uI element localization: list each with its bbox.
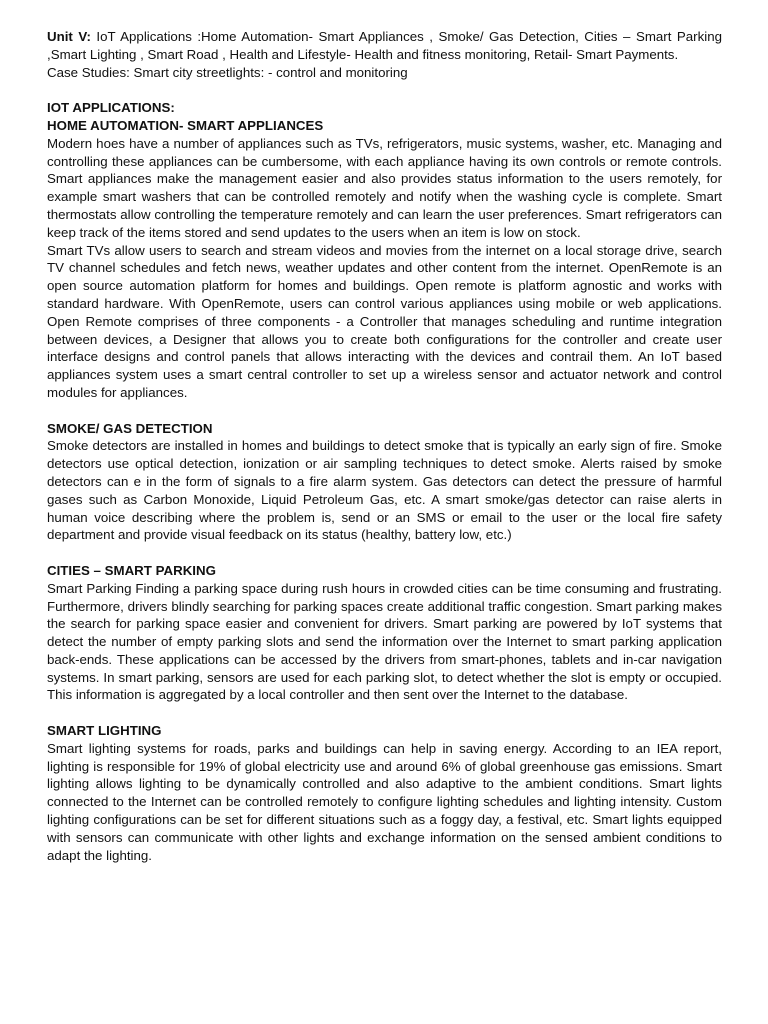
paragraph-smoke-gas: Smoke detectors are installed in homes and buildings to detect smoke that is typically an early sign of fire. Smoke detectors use optical detection, ionization or air sampling techniques to detect smoke. Alerts raised by smoke detectors can e in the form of signals to a fire alarm system. Gas detectors can detect the pressure of harmful gases such as Carbon Monoxide, Liquid Petroleum Gas, etc. A smart smoke/gas detector can raise alerts in human voice describing where the problem is, send or an SMS or email to the user or the local fire safety department and provide visual feedback on its status (healthy, battery low, etc.) <box>47 438 722 543</box>
document-page <box>47 28 722 864</box>
spacer <box>47 704 722 722</box>
case-studies: Case Studies: Smart city streetlights: - control and monitoring <box>47 64 408 80</box>
unit-summary <box>47 28 722 64</box>
unit-topics: IoT Applications :Home Automation- Smart Appliances , Smoke/ Gas Detection, Cities – Smart Parking ,Smart Lighting , Smart Road , Health and Lifestyle- Health and fitness monitoring, Retail- Smart Payments. <box>47 29 722 62</box>
section-heading-smart-lighting: SMART LIGHTING <box>47 723 162 739</box>
paragraph-smart-lighting: Smart lighting systems for roads, parks and buildings can help in saving energy. According to an IEA report, lighting is responsible for 19% of global electricity use and around 6% of global greenhouse gas emissions. Smart lighting allows lighting to be dynamically controlled and also adaptive to the ambient conditions. Smart lights connected to the Internet can be controlled remotely to configure lighting schedules and lighting intensity. Custom lighting configurations can be set for different situations such as a foggy day, a festival, etc. Smart lights equipped with sensors can communicate with other lights and exchange information on the sensed ambient conditions to adapt the lighting. <box>47 740 722 863</box>
spacer <box>47 81 722 99</box>
paragraph-home-automation-1: Modern hoes have a number of appliances such as TVs, refrigerators, music systems, washer, etc. Managing and controlling these appliances can be cumbersome, with each appliance having its own controls or remote controls. Smart appliances make the management easier and also provides status information to the users remotely, for example smart washers that can be controlled remotely and notify when the washing cycle is complete. Smart thermostats allow controlling the temperature remotely and can learn the user preferences. Smart refrigerators can keep track of the items stored and send updates to the users when an item is low on stock. <box>47 135 722 240</box>
spacer <box>47 544 722 562</box>
section-heading-smart-parking: CITIES – SMART PARKING <box>47 562 216 578</box>
section-title: IOT APPLICATIONS: <box>47 100 175 116</box>
section-heading-home-automation: HOME AUTOMATION- SMART APPLIANCES <box>47 117 324 133</box>
spacer <box>47 402 722 420</box>
section-heading-smoke-gas: SMOKE/ GAS DETECTION <box>47 420 213 436</box>
paragraph-home-automation-2: Smart TVs allow users to search and stream videos and movies from the internet on a local storage drive, search TV channel schedules and fetch news, weather updates and other content from the internet. OpenRemote is an open source automation platform for homes and buildings. Open remote is platform agnostic and works with standard hardware. With OpenRemote, users can control various appliances using mobile or web applications. Open Remote comprises of three components - a Controller that manages scheduling and runtime integration between devices, a Designer that allows you to create both configurations for the controller and create user interface designs and control panels that allows interacting with the devices and contrail them. An IoT based appliances system uses a smart central controller to set up a wireless sensor and actuator network and control modules for appliances. <box>47 242 722 400</box>
paragraph-smart-parking: Smart Parking Finding a parking space during rush hours in crowded cities can be time consuming and frustrating. Furthermore, drivers blindly searching for parking spaces create additional traffic congestion. Smart parking makes the search for parking space easier and convenient for drivers. Smart parking are powered by IoT systems that detect the number of empty parking slots and send the information over the Internet to smart parking application back-ends. These applications can be accessed by the drivers from smart-phones, tablets and in-car navigation systems. In smart parking, sensors are used for each parking slot, to detect whether the slot is empty or occupied. This information is aggregated by a local controller and then sent over the Internet to the database. <box>47 580 722 703</box>
unit-label: Unit V: <box>47 29 91 44</box>
